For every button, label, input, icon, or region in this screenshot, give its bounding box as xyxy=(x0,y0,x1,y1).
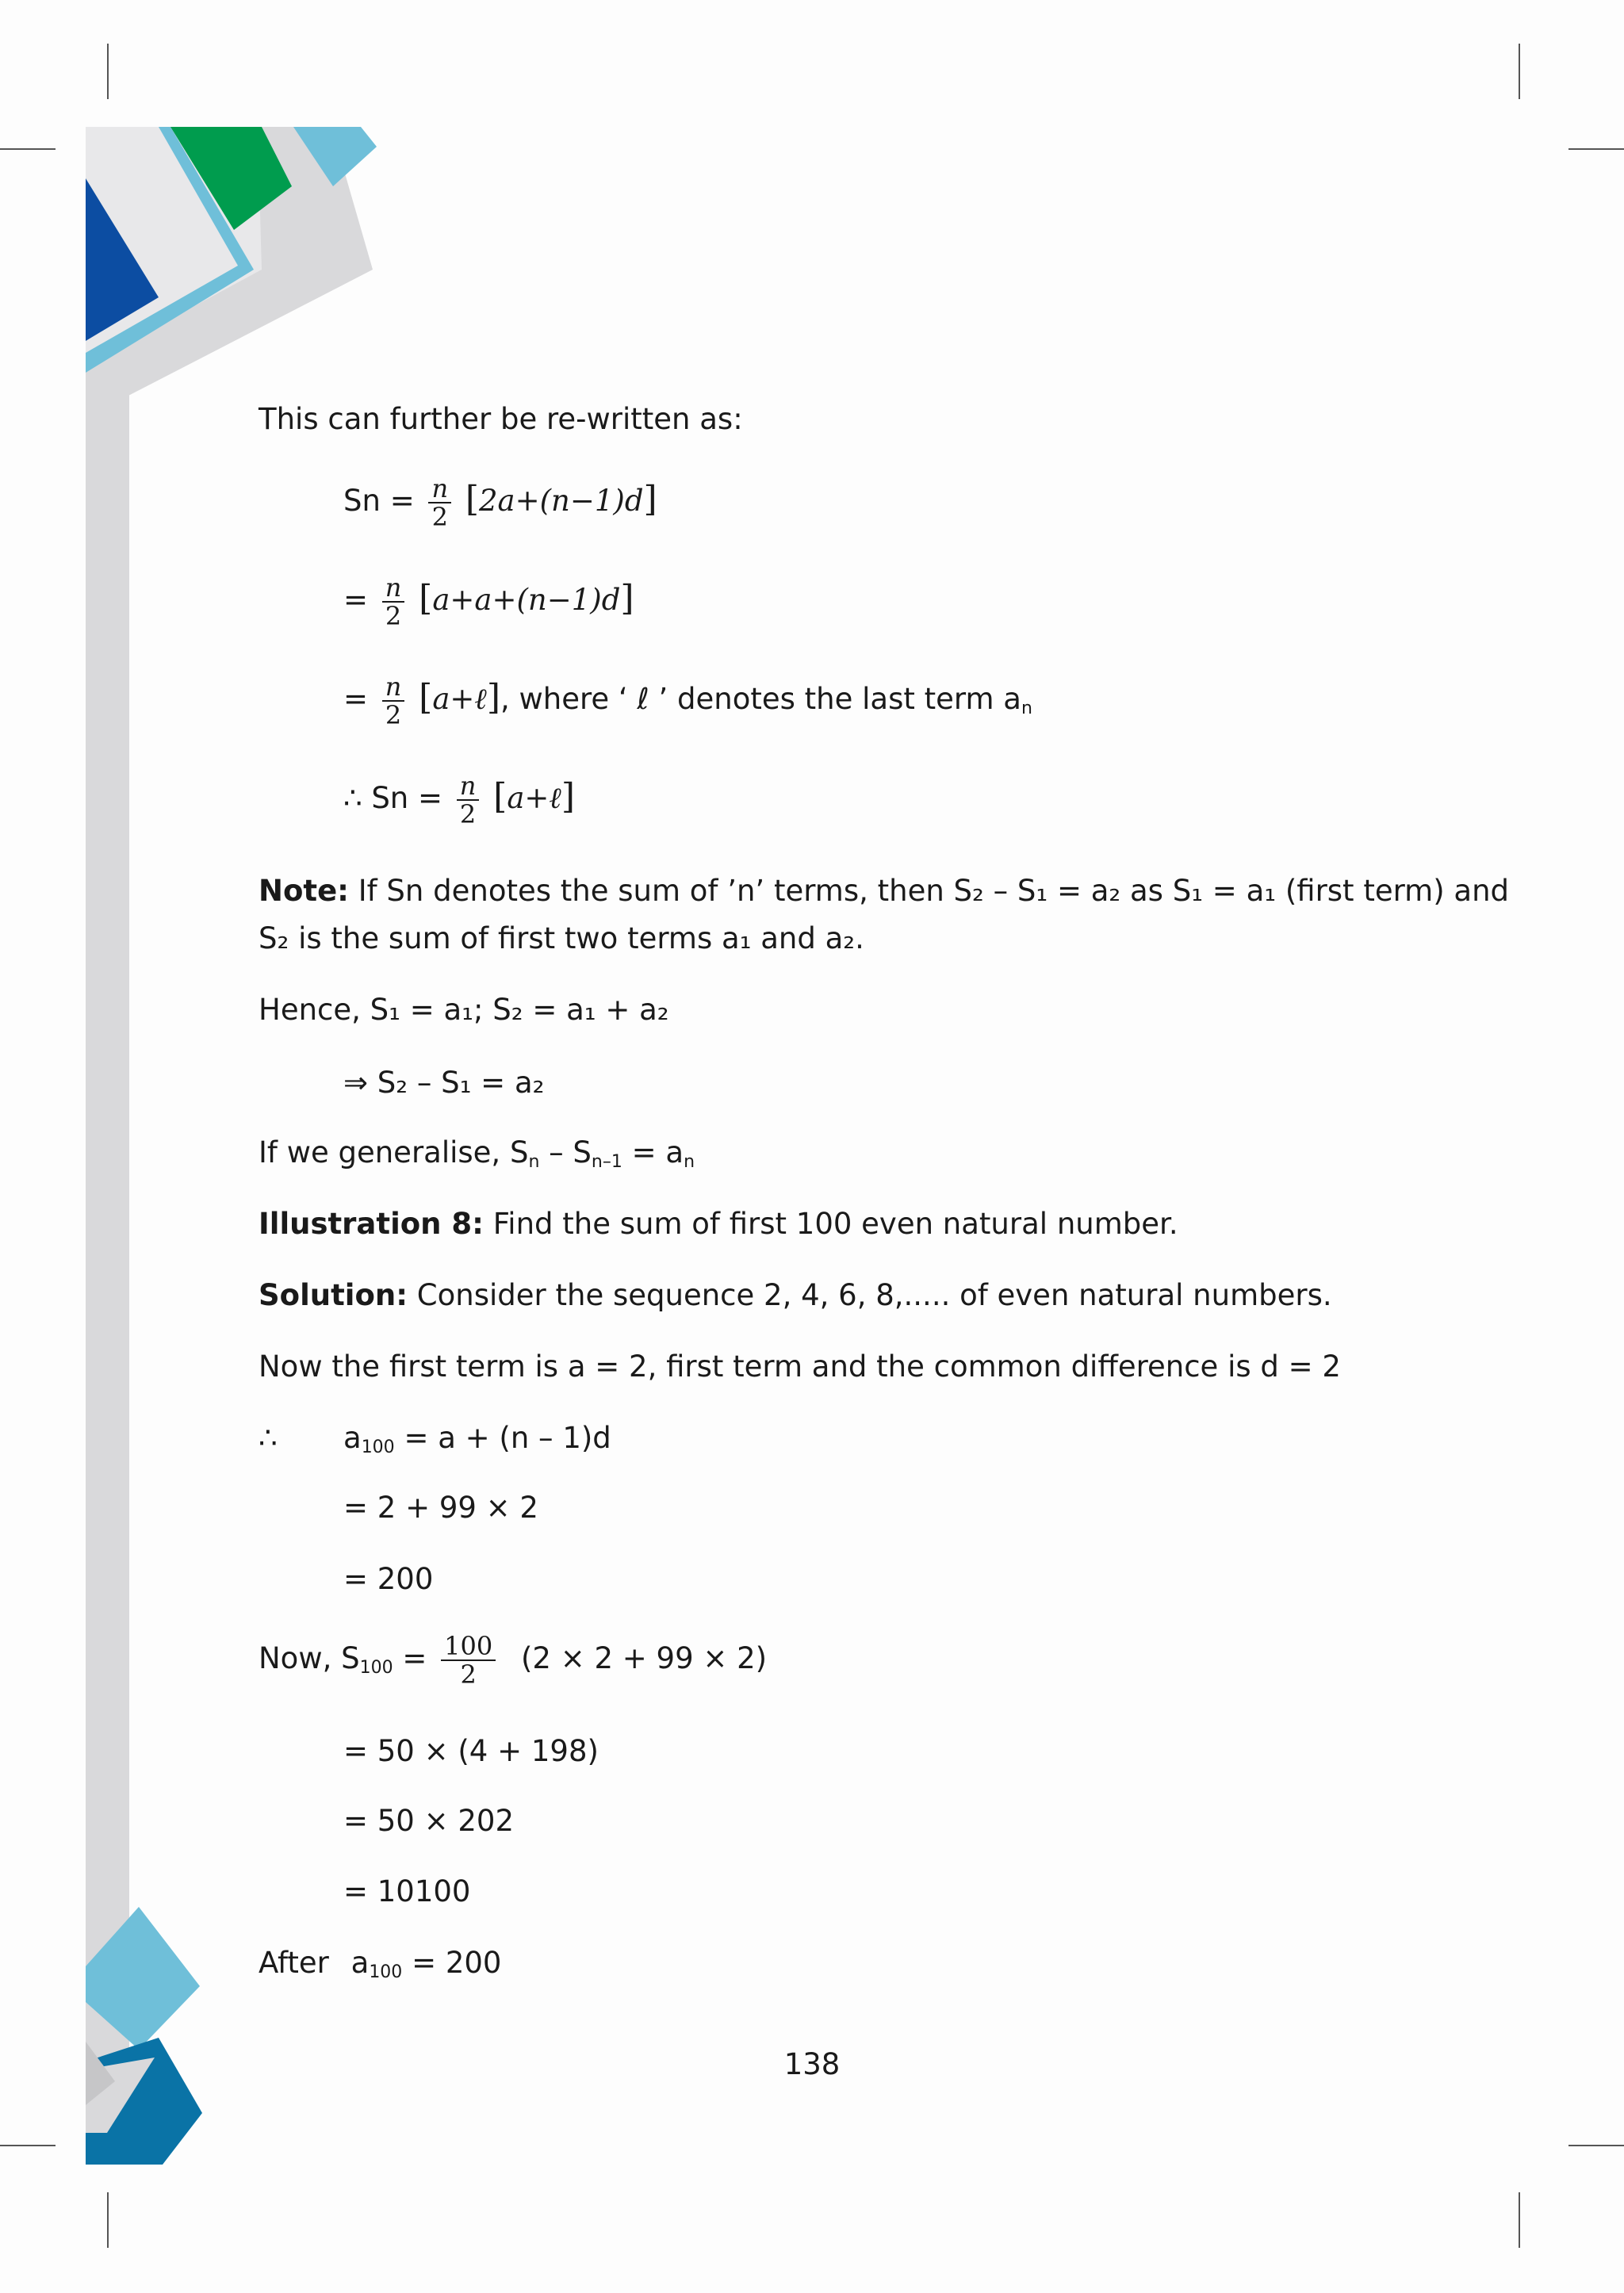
step-line: = 2 + 99 × 2 xyxy=(343,1491,538,1525)
equation-sn-1: Sn = $\frac{n}{2}$ [2a+(n−1)d] xyxy=(343,473,657,532)
step-line: = 200 xyxy=(343,1562,434,1596)
fraction-n-over-2: $\frac{n}{2}$ xyxy=(382,574,405,630)
note-paragraph: Note: If Sn denotes the sum of ’n’ terms, then S₂ – S₁ = a₂ as S₁ = a₁ (first term) and xyxy=(259,874,1510,908)
fraction-100-over-2: $\frac{100}{2}$ xyxy=(441,1633,496,1688)
page-number: 138 xyxy=(783,2047,841,2081)
illustration-heading: Illustration 8: Find the sum of first 100 even natural number. xyxy=(259,1207,1178,1241)
solution-line: Solution: Consider the sequence 2, 4, 6, 8,..... of even natural numbers. xyxy=(259,1278,1332,1312)
intro-text: This can further be re-written as: xyxy=(259,402,743,436)
fraction-n-over-2: $\frac{n}{2}$ xyxy=(382,673,405,729)
generalise-line: If we generalise, $S_n - S_{n-1} = a_n$ xyxy=(259,1135,695,1172)
equation-sn-3: = $\frac{n}{2}$ [a+ℓ], where ‘ ℓ ’ denotes the last term $a_n$ xyxy=(343,671,1032,730)
therefore-symbol: ∴ xyxy=(259,1421,278,1455)
equation-sn-2: = $\frac{n}{2}$ [a+a+(n−1)d] xyxy=(343,572,634,631)
a100-formula: $a_{100} = a + (n - 1)d$ xyxy=(343,1421,611,1457)
after-line: After $a_{100} = 200$ xyxy=(259,1946,502,1982)
step-line: = 50 × 202 xyxy=(343,1804,514,1838)
first-term-line: Now the first term is a = 2, first term and the common difference is d = 2 xyxy=(259,1349,1341,1384)
equation-sn-final: ∴ Sn = $\frac{n}{2}$ [a+ℓ] xyxy=(343,770,575,829)
fraction-n-over-2: $\frac{n}{2}$ xyxy=(428,475,451,530)
implies-line: ⇒ S₂ – S₁ = a₂ xyxy=(343,1066,545,1100)
step-line: = 50 × (4 + 198) xyxy=(343,1734,599,1768)
hence-line: Hence, S₁ = a₁; S₂ = a₁ + a₂ xyxy=(259,993,669,1027)
fraction-n-over-2: $\frac{n}{2}$ xyxy=(457,772,480,828)
note-paragraph-line2: S₂ is the sum of first two terms a₁ and a₂. xyxy=(259,921,864,955)
s100-equation: Now, $S_{100}$ = $\frac{100}{2}$ (2 × 2 + 99 × 2) xyxy=(259,1630,768,1690)
step-line: = 10100 xyxy=(343,1874,471,1908)
